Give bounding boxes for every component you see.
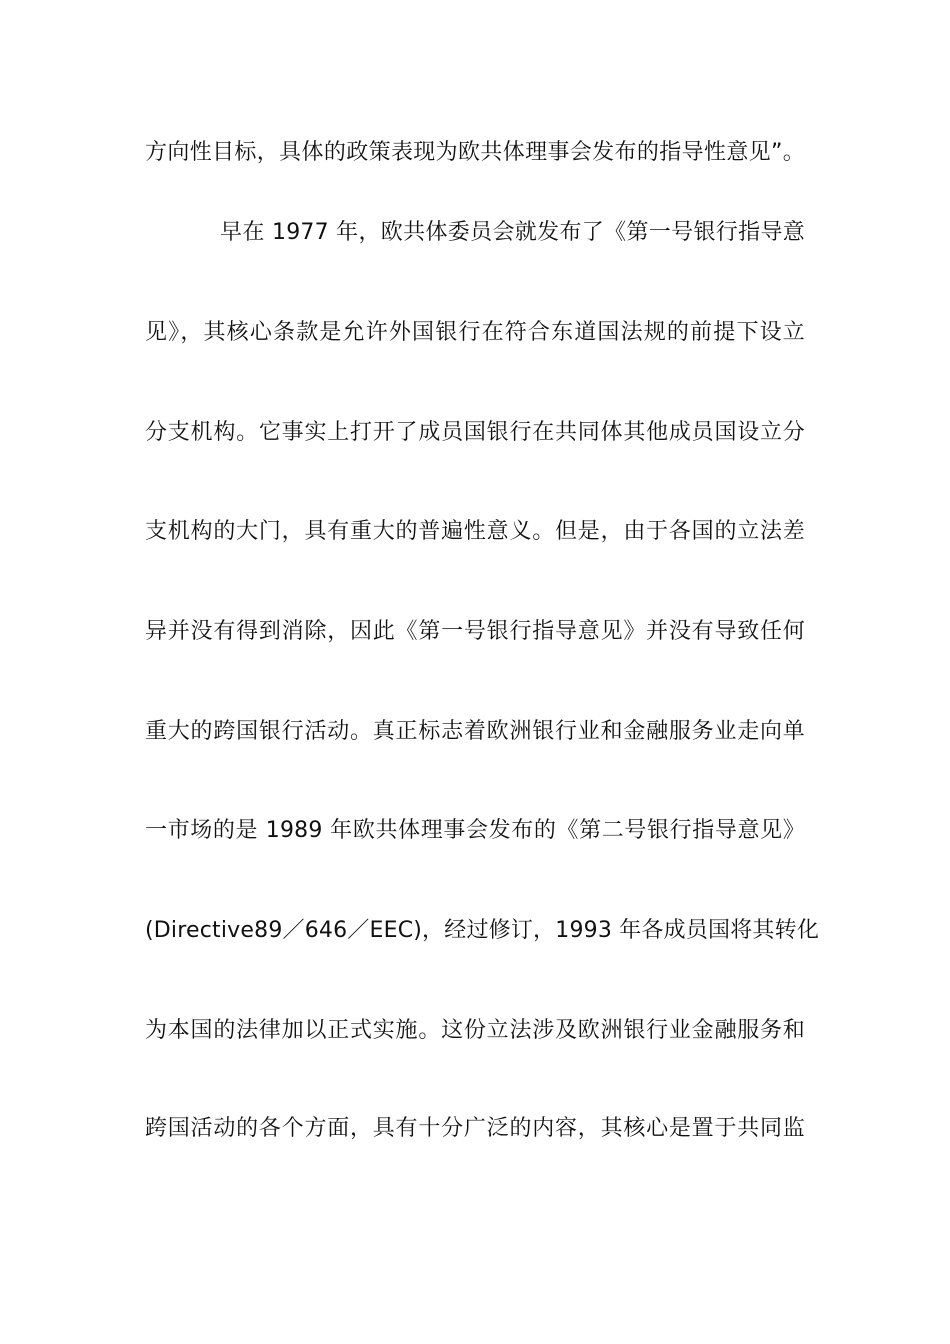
text-line-2: 早在 1977 年，欧共体委员会就发布了《第一号银行指导意: [220, 220, 805, 245]
text-line-3: 见》，其核心条款是允许外国银行在符合东道国法规的前提下设立: [145, 320, 805, 345]
text-line-10: 为本国的法律加以正式实施。这份立法涉及欧洲银行业金融服务和: [145, 1018, 805, 1043]
text-line-9: (Directive89／646／EEC)，经过修订，1993 年各成员国将其转化: [145, 918, 820, 943]
text-line-7: 重大的跨国银行活动。真正标志着欧洲银行业和金融服务业走向单: [145, 719, 805, 744]
text-line-6: 异并没有得到消除，因此《第一号银行指导意见》并没有导致任何: [145, 619, 805, 644]
text-line-4: 分支机构。它事实上打开了成员国银行在共同体其他成员国设立分: [145, 420, 805, 445]
text-line-5: 支机构的大门，具有重大的普遍性意义。但是，由于各国的立法差: [145, 519, 805, 544]
text-line-1: 方向性目标，具体的政策表现为欧共体理事会发布的指导性意见”。: [145, 140, 805, 165]
text-line-8: 一市场的是 1989 年欧共体理事会发布的《第二号银行指导意见》: [145, 818, 805, 843]
text-line-11: 跨国活动的各个方面，具有十分广泛的内容，其核心是置于共同监: [145, 1116, 805, 1141]
